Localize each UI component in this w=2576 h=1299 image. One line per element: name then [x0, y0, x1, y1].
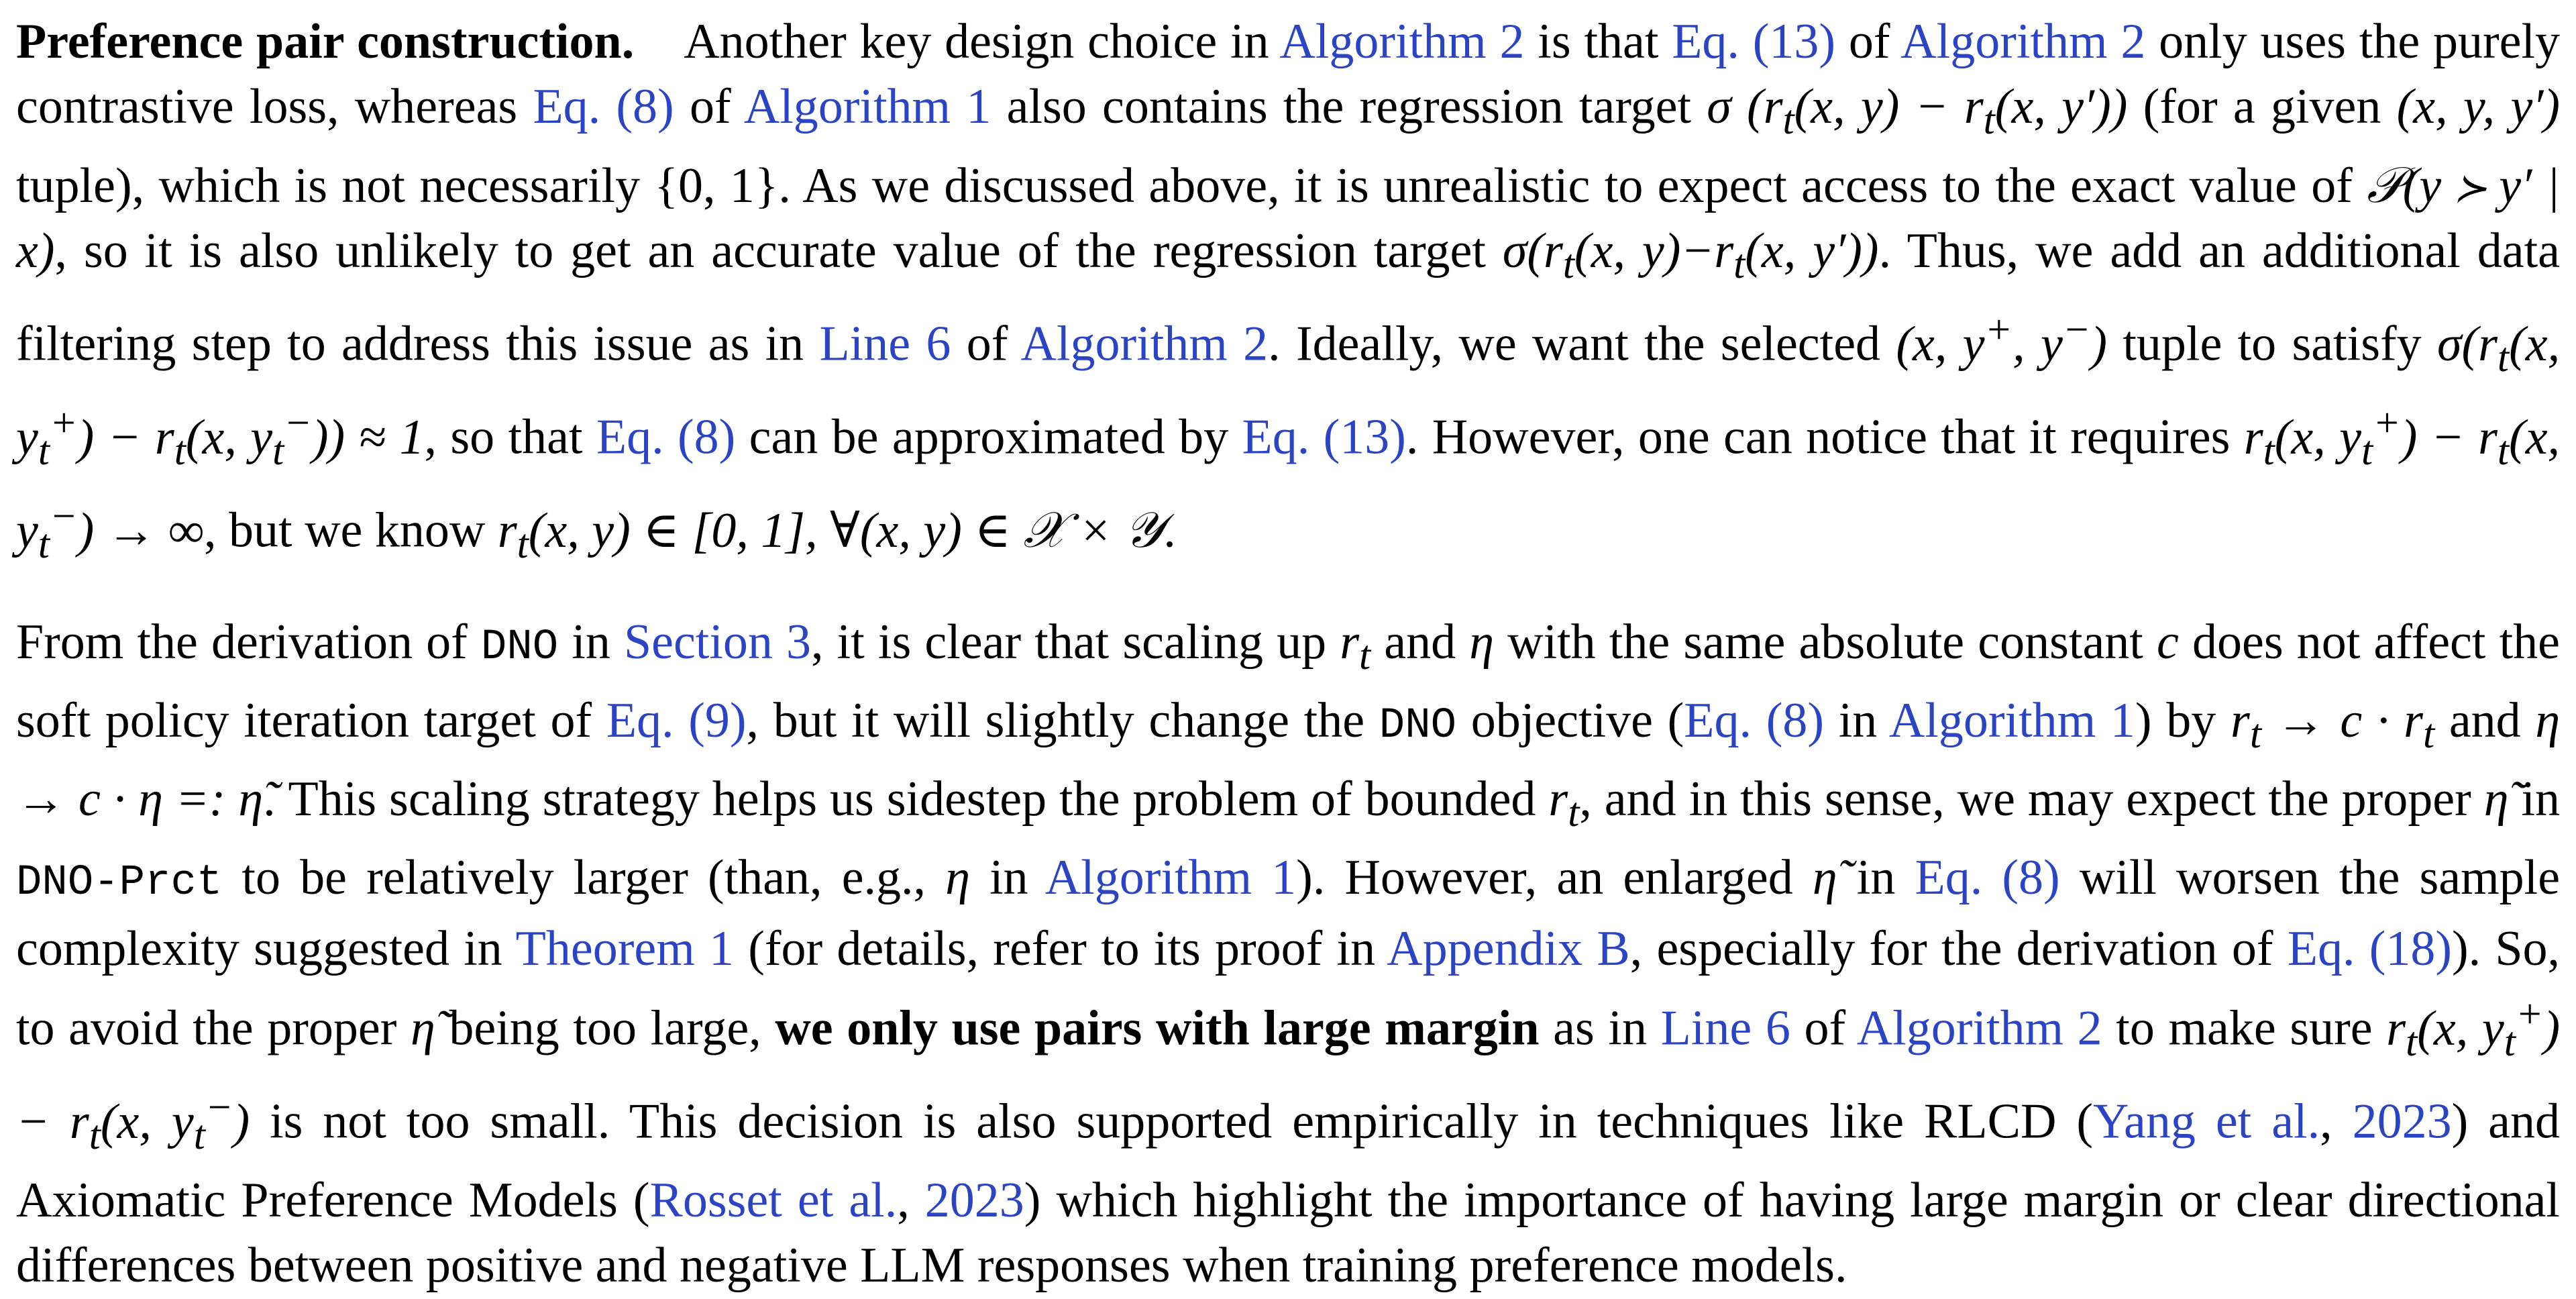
- text: of: [1804, 1000, 1846, 1056]
- ref-algorithm-1[interactable]: Algorithm 1: [1888, 693, 2135, 748]
- text: in: [572, 614, 610, 670]
- text: of: [689, 79, 731, 135]
- math-reward-bounded: $r_t(x$, y) ∈ [0, 1], ∀(x, y) ∈ 𝒳 × 𝒴: [497, 503, 1164, 567]
- text: ,: [897, 1172, 910, 1228]
- text: does not affect the soft policy iteration target of: [16, 614, 2560, 748]
- ref-eq-9[interactable]: Eq. (9): [606, 693, 747, 748]
- ref-eq-13[interactable]: Eq. (13): [1242, 409, 1406, 465]
- text: ). However, an enlarged: [1296, 850, 1793, 906]
- math-scale-r: $r_t \to c \cdot r_t$: [2231, 693, 2435, 757]
- text: .: [1163, 503, 1176, 558]
- text: is not too small. This decision is also supported empirically in techniques like RLCD (: [270, 1094, 2093, 1149]
- math-eta: η: [1469, 614, 1494, 670]
- text: being too large,: [449, 1000, 761, 1056]
- text: , so it is also unlikely to get an accurate value of the regression target: [54, 223, 1486, 279]
- math-r-t: $r_t$: [1548, 772, 1580, 835]
- citation-yang-2023-year[interactable]: 2023: [2352, 1094, 2452, 1149]
- math-scale-eta: η → c · η =: η̃: [16, 693, 2561, 827]
- math-r-t: $r_t$: [1340, 614, 1371, 678]
- citation-rosset-2023-year[interactable]: 2023: [924, 1172, 1024, 1228]
- text: . However, one can notice that it requires: [1405, 409, 2231, 465]
- paragraph-preference-pair-construction: [16, 9, 2560, 577]
- math-regression-target-2: $\sigma(r_t(x$, $y)-r_t(x$, y′)): [1502, 223, 1879, 287]
- text: . Ideally, we want the selected: [1268, 316, 1881, 372]
- math-c: c: [2156, 614, 2179, 670]
- math-sigma-approx-1: $\sigma(r_t(x$, $y_t^+) - r_t(x$, $y_t^-)) \approx 1$: [16, 316, 2561, 474]
- code-dno: DNO: [480, 623, 559, 672]
- ref-eq-13[interactable]: Eq. (13): [1672, 14, 1836, 69]
- emphasis-large-margin: we only use pairs with large margin: [775, 1000, 1540, 1056]
- text: ) by: [2135, 693, 2216, 748]
- text: tuple), which is not necessarily: [16, 158, 641, 213]
- ref-algorithm-1[interactable]: Algorithm 1: [743, 79, 991, 135]
- code-dno: DNO: [1379, 702, 1456, 750]
- paragraph-scaling-strategy: [16, 610, 2560, 1299]
- text: in: [1856, 850, 1896, 906]
- text: is that: [1538, 14, 1659, 69]
- text: (for a given: [2143, 79, 2381, 135]
- code-dno-prct: DNO-Prct: [16, 859, 223, 908]
- text: in: [1838, 693, 1878, 748]
- ref-algorithm-1[interactable]: Algorithm 1: [1044, 850, 1297, 906]
- text: , but we know: [204, 503, 486, 558]
- ref-eq-8[interactable]: Eq. (8): [533, 79, 674, 135]
- math-selected-tuple: (x, y+, y−): [1896, 307, 2108, 372]
- ref-algorithm-2[interactable]: Algorithm 2: [1279, 14, 1525, 69]
- text: can be approximated by: [749, 409, 1229, 465]
- text: of: [966, 316, 1008, 372]
- text: to make sure: [2116, 1000, 2373, 1056]
- text: in: [2521, 772, 2560, 827]
- text: , it is clear that scaling up: [811, 614, 1327, 670]
- text: and: [1384, 614, 1456, 670]
- text: From the derivation of: [16, 614, 468, 670]
- text: and: [2449, 693, 2521, 748]
- citation-rosset-2023-authors[interactable]: Rosset et al.: [649, 1172, 898, 1228]
- math-preference-probability: 𝒫(y ≻ y′ | x): [16, 158, 2561, 279]
- text: ) and Axiomatic Preference Models (: [16, 1094, 2561, 1228]
- text: , and in this sense, we may expect the proper: [1579, 772, 2471, 827]
- text: of: [1848, 14, 1890, 69]
- text: will worsen the sample complexity suggested in: [16, 850, 2561, 976]
- text: objective (: [1470, 693, 1684, 748]
- text: to be relatively larger (than, e.g.,: [241, 850, 926, 906]
- paper-page: [16, 9, 2560, 1299]
- text: with the same absolute constant: [1507, 614, 2143, 670]
- ref-eq-8[interactable]: Eq. (8): [1915, 850, 2060, 906]
- text: Another key design choice in: [684, 14, 1269, 69]
- ref-appendix-b[interactable]: Appendix B: [1387, 921, 1630, 976]
- text: as in: [1553, 1000, 1647, 1056]
- text: , so that: [424, 409, 583, 465]
- math-eta-tilde: η̃: [2483, 772, 2509, 827]
- math-regression-target: σ ($r_t(x$, $y) - r_t(x$, y′)): [1707, 79, 2128, 144]
- math-margin: $r_t(x$, $y_t^+) - r_t(x$, $y_t^-$): [16, 991, 2561, 1158]
- math-set-0-1: {0, 1}: [654, 158, 779, 213]
- ref-line-6[interactable]: Line 6: [1660, 1000, 1790, 1056]
- ref-eq-8[interactable]: Eq. (8): [1684, 693, 1824, 748]
- math-tuple: (x, y, y′): [2396, 79, 2561, 135]
- ref-eq-18[interactable]: Eq. (18): [2287, 921, 2452, 976]
- text: . This scaling strategy helps us sidestep the problem of bounded: [263, 772, 1536, 827]
- text: in: [989, 850, 1028, 906]
- ref-algorithm-2[interactable]: Algorithm 2: [1900, 14, 2146, 69]
- paragraph-heading: Preference pair construction.: [16, 14, 635, 69]
- text: ). So, to avoid the proper: [16, 921, 2561, 1056]
- text: ,: [2320, 1094, 2332, 1149]
- text: (for details, refer to its proof in: [748, 921, 1376, 976]
- text: ) which highlight the importance of having large margin or clear directional differences between positive and negative LLM responses when training preference models.: [16, 1172, 2560, 1294]
- ref-algorithm-2[interactable]: Algorithm 2: [1020, 316, 1269, 372]
- ref-section-3[interactable]: Section 3: [623, 614, 812, 670]
- text: , especially for the derivation of: [1629, 921, 2273, 976]
- ref-eq-8[interactable]: Eq. (8): [596, 409, 736, 465]
- text: also contains the regression target: [1006, 79, 1692, 135]
- ref-line-6[interactable]: Line 6: [819, 316, 951, 372]
- math-eta: η: [945, 850, 970, 906]
- text: . As we discussed above, it is unrealistic to expect access to the exact value of: [778, 158, 2353, 213]
- text: only uses the purely contrastive loss, whereas: [16, 14, 2561, 135]
- text: tuple to satisfy: [2123, 316, 2422, 372]
- ref-algorithm-2[interactable]: Algorithm 2: [1856, 1000, 2102, 1056]
- math-eta-tilde: η̃: [1812, 850, 1837, 906]
- math-eta-tilde: η̃: [411, 1000, 435, 1056]
- citation-yang-2023-authors[interactable]: Yang et al.: [2093, 1094, 2320, 1149]
- text: , but it will slightly change the: [746, 693, 1365, 748]
- ref-theorem-1[interactable]: Theorem 1: [515, 921, 734, 976]
- math-margin-to-infinity: $r_t(x$, $y_t^+) - r_t(x$, $y_t^-$) → ∞: [16, 400, 2561, 567]
- text: . Thus, we add an additional data filtering step to address this issue as in: [16, 223, 2560, 372]
